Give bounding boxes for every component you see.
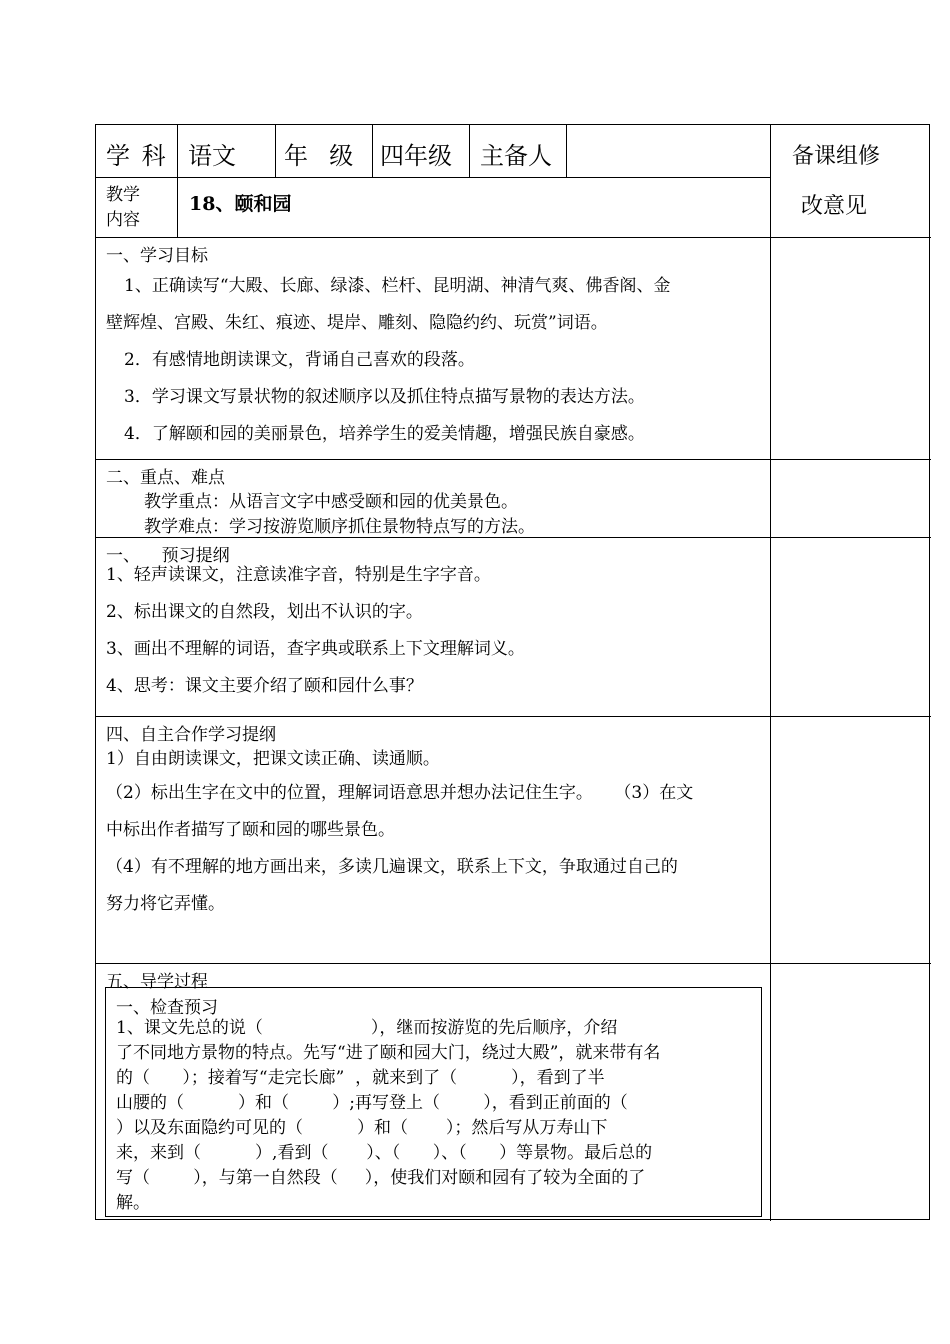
objective-2: 2．有感情地朗读课文，背诵自己喜欢的段落。	[124, 350, 475, 370]
self-study-item-1: 1）自由朗读课文，把课文读正确、读通顺。	[106, 749, 440, 769]
preview-check-heading: 一、检查预习	[116, 998, 218, 1018]
review-label-line1: 备课组修	[792, 144, 881, 169]
grade-label: 年 级	[284, 142, 356, 170]
header-cell-divider-4	[566, 125, 567, 177]
self-study-item-4-line2: 努力将它弄懂。	[106, 894, 225, 914]
self-study-item-2-line2: 中标出作者描写了颐和园的哪些景色。	[106, 820, 395, 840]
teaching-key-point: 教学重点：从语言文字中感受颐和园的优美景色。	[144, 492, 518, 512]
row-divider-1	[96, 237, 931, 238]
row-divider-4	[96, 716, 931, 717]
key-points-heading: 二、重点、难点	[106, 468, 225, 488]
preview-check-line-2: 了不同地方景物的特点。先写“进了颐和园大门，绕过大殿”，就来带有名	[116, 1043, 661, 1063]
header-cell-divider-2	[372, 125, 373, 177]
header-row-divider	[96, 177, 770, 178]
self-study-heading: 四、自主合作学习提纲	[106, 725, 276, 745]
preview-check-line-8: 解。	[116, 1193, 150, 1213]
subject-value: 语文	[188, 142, 236, 170]
content-label-line2: 内容	[106, 210, 140, 230]
preview-check-line-4: 山腰的（ ）和（ ）;再写登上（ ），看到正前面的（	[116, 1093, 628, 1113]
subject-label: 学 科	[106, 142, 168, 170]
preview-check-line-5: ）以及东面隐约可见的（ ）和（ ）；然后写从万寿山下	[116, 1118, 608, 1138]
preview-check-box	[105, 987, 762, 1217]
lesson-plan-table	[95, 124, 930, 1220]
self-study-item-2-line1: （2）标出生字在文中的位置，理解词语意思并想办法记住生字。 （3）在文	[106, 783, 694, 803]
preview-item-1: 1、轻声读课文，注意读准字音，特别是生字字音。	[106, 565, 491, 585]
teaching-difficulty: 教学难点：学习按游览顺序抓住景物特点写的方法。	[144, 517, 535, 537]
preview-check-line-1: 1、课文先总的说（ ），继而按游览的先后顺序，介绍	[116, 1018, 618, 1038]
objective-4: 4．了解颐和园的美丽景色，培养学生的爱美情趣，增强民族自豪感。	[124, 424, 645, 444]
review-label-line2: 改意见	[801, 194, 868, 219]
header-cell-divider-1	[275, 125, 276, 177]
review-column-divider	[770, 125, 771, 1221]
row-divider-2	[96, 459, 931, 460]
content-label-line1: 教学	[106, 185, 140, 205]
grade-value: 四年级	[380, 142, 452, 170]
row-divider-5	[96, 963, 931, 964]
preview-check-line-6: 来，来到（ ）,看到（ ）、（ ）、（ ）等景物。最后总的	[116, 1143, 653, 1163]
preview-check-line-7: 写（ ），与第一自然段（ ），使我们对颐和园有了较为全面的了	[116, 1168, 646, 1188]
self-study-item-4-line1: （4）有不理解的地方画出来，多读几遍课文，联系上下文，争取通过自己的	[106, 857, 678, 877]
preview-item-4: 4、思考：课文主要介绍了颐和园什么事？	[106, 676, 423, 696]
row-divider-3	[96, 537, 931, 538]
objective-1-line1: 1、正确读写“大殿、长廊、绿漆、栏杆、昆明湖、神清气爽、佛香阁、金	[124, 276, 671, 296]
author-label: 主备人	[480, 142, 552, 170]
label-column-divider	[177, 125, 178, 237]
preview-item-3: 3、画出不理解的词语，查字典或联系上下文理解词义。	[106, 639, 525, 659]
guided-learning-heading: 五、导学过程	[106, 972, 208, 992]
objective-1-line2: 壁辉煌、宫殿、朱红、痕迹、堤岸、雕刻、隐隐约约、玩赏”词语。	[106, 313, 608, 333]
lesson-title: 18、颐和园	[189, 193, 292, 215]
preview-item-2: 2、标出课文的自然段，划出不认识的字。	[106, 602, 423, 622]
header-cell-divider-3	[469, 125, 470, 177]
objective-3: 3．学习课文写景状物的叙述顺序以及抓住特点描写景物的表达方法。	[124, 387, 645, 407]
preview-check-line-3: 的（ ）；接着写“走完长廊” ，就来到了（ ），看到了半	[116, 1068, 605, 1088]
preview-outline-heading: 一、 预习提纲	[106, 546, 230, 566]
objectives-heading: 一、学习目标	[106, 246, 208, 266]
